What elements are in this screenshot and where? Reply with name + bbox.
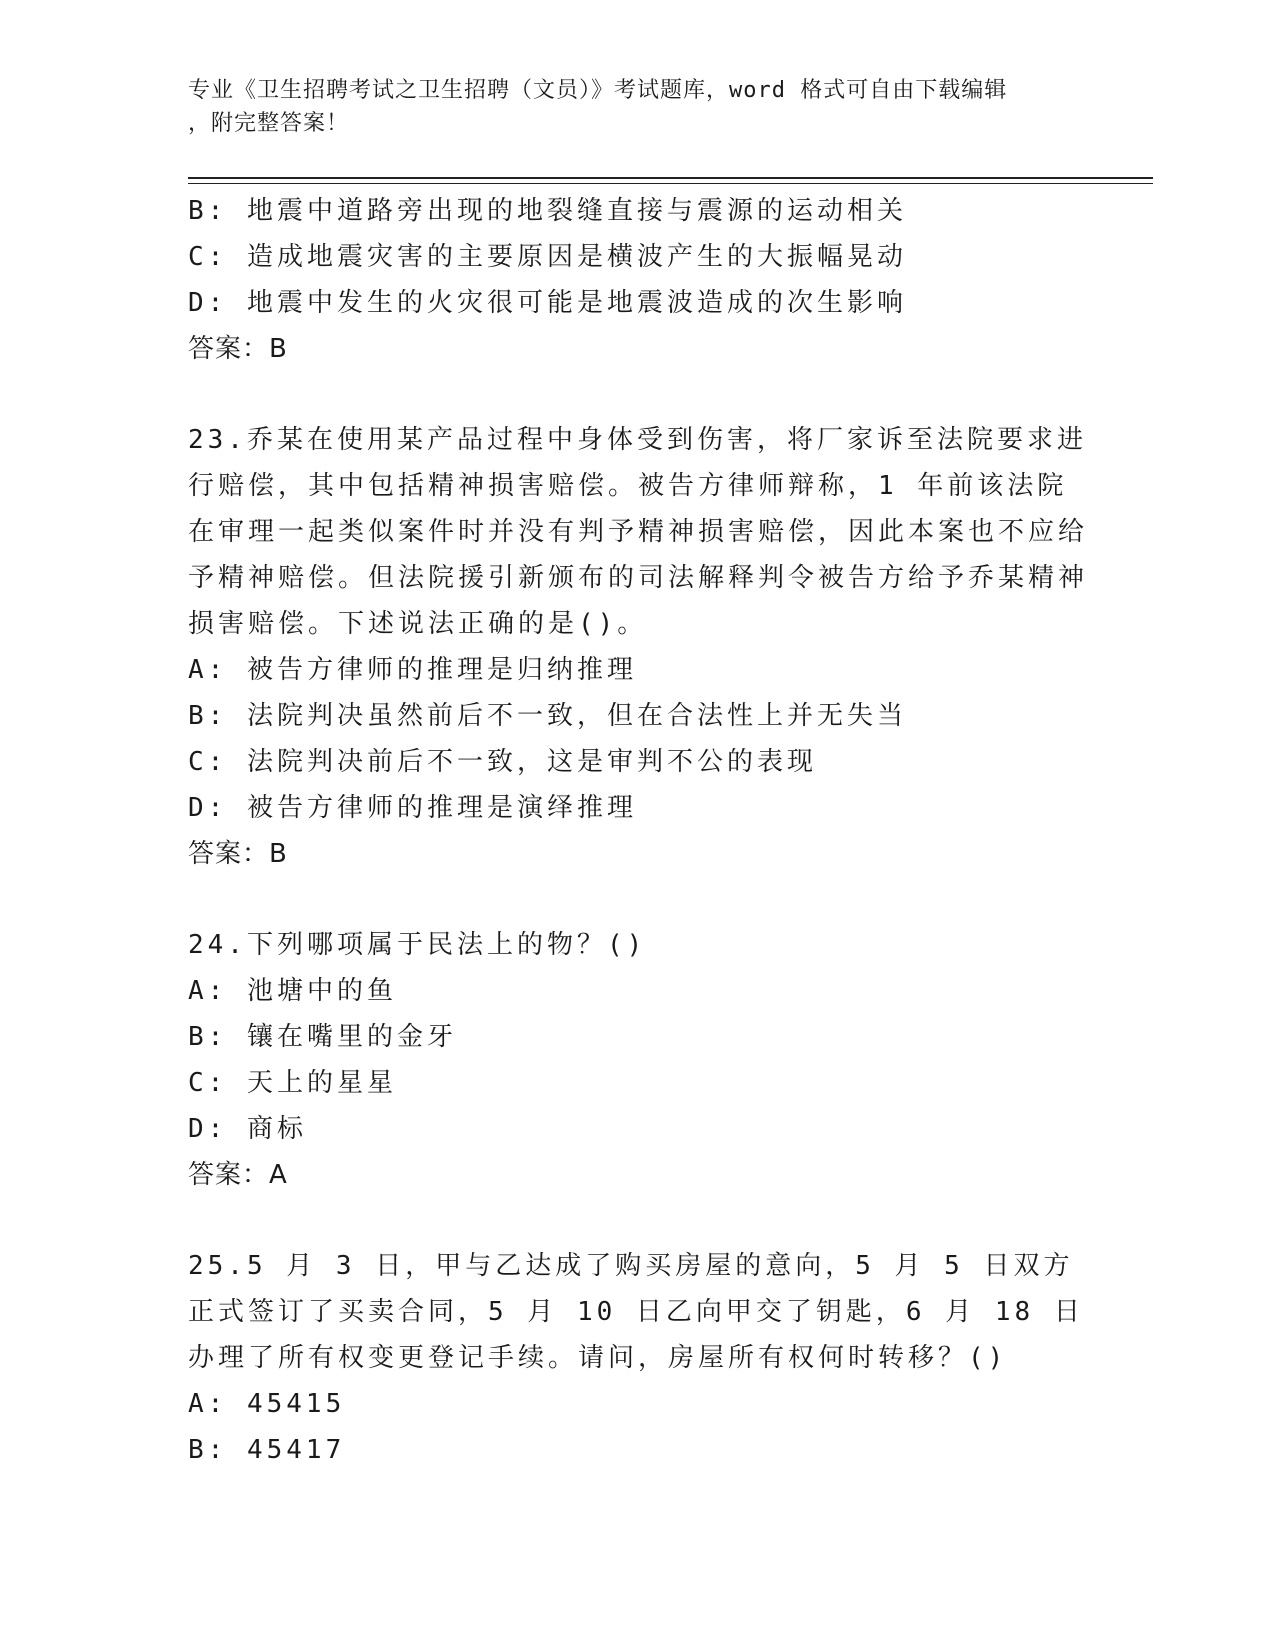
option-d: D: 商标 (188, 1114, 307, 1144)
option-c: C: 天上的星星 (188, 1068, 397, 1098)
question-25 (188, 1243, 1088, 1473)
option-b: B: 法院判决虽然前后不一致，但在合法性上并无失当 (188, 701, 907, 731)
question-stem: 25.5 月 3 日，甲与乙达成了购买房屋的意向，5 月 5 日双方正式签订了买卖合同，5 月 10 日乙向甲交了钥匙，6 月 18 日办理了所有权变更登记手续。请问，房屋所有权何时转移？() (188, 1251, 1084, 1373)
header-divider-thin (188, 183, 1153, 184)
option-c: C: 法院判决前后不一致，这是审判不公的表现 (188, 747, 817, 777)
option-c: C: 造成地震灾害的主要原因是横波产生的大振幅晃动 (188, 242, 907, 272)
question-stem: 23.乔某在使用某产品过程中身体受到伤害，将厂家诉至法院要求进行赔偿，其中包括精神损害赔偿。被告方律师辩称，1 年前该法院在审理一起类似案件时并没有判予精神损害赔偿，因此本案也不应给予精神赔偿。但法院援引新颁布的司法解释判令被告方给予乔某精神损害赔偿。下述说法正确的是()。 (188, 425, 1089, 639)
option-b: B: 地震中道路旁出现的地裂缝直接与震源的运动相关 (188, 196, 907, 226)
header-subtitle: ，附完整答案！ (188, 111, 350, 136)
answer: 答案：B (188, 334, 288, 364)
header-title: 专业《卫生招聘考试之卫生招聘（文员）》考试题库，word 格式可自由下载编辑 (188, 78, 1008, 103)
option-a: A: 池塘中的鱼 (188, 976, 397, 1006)
spacer (188, 372, 1088, 417)
option-a: A: 被告方律师的推理是归纳推理 (188, 655, 637, 685)
option-d: D: 地震中发生的火灾很可能是地震波造成的次生影响 (188, 288, 907, 318)
option-b: B: 镶在嘴里的金牙 (188, 1022, 457, 1052)
header-divider-thick (188, 177, 1153, 179)
spacer (188, 1198, 1088, 1243)
question-list (188, 188, 1088, 1473)
spacer (188, 877, 1088, 922)
option-d: D: 被告方律师的推理是演绎推理 (188, 793, 637, 823)
question-23 (188, 417, 1088, 877)
question-stem: 24.下列哪项属于民法上的物？() (188, 930, 647, 960)
question-22 (188, 188, 1088, 372)
answer: 答案：A (188, 1160, 288, 1190)
option-b: B: 45417 (188, 1435, 346, 1465)
document-header (188, 74, 1088, 140)
option-a: A: 45415 (188, 1389, 346, 1419)
answer: 答案：B (188, 839, 288, 869)
question-24 (188, 922, 1088, 1198)
